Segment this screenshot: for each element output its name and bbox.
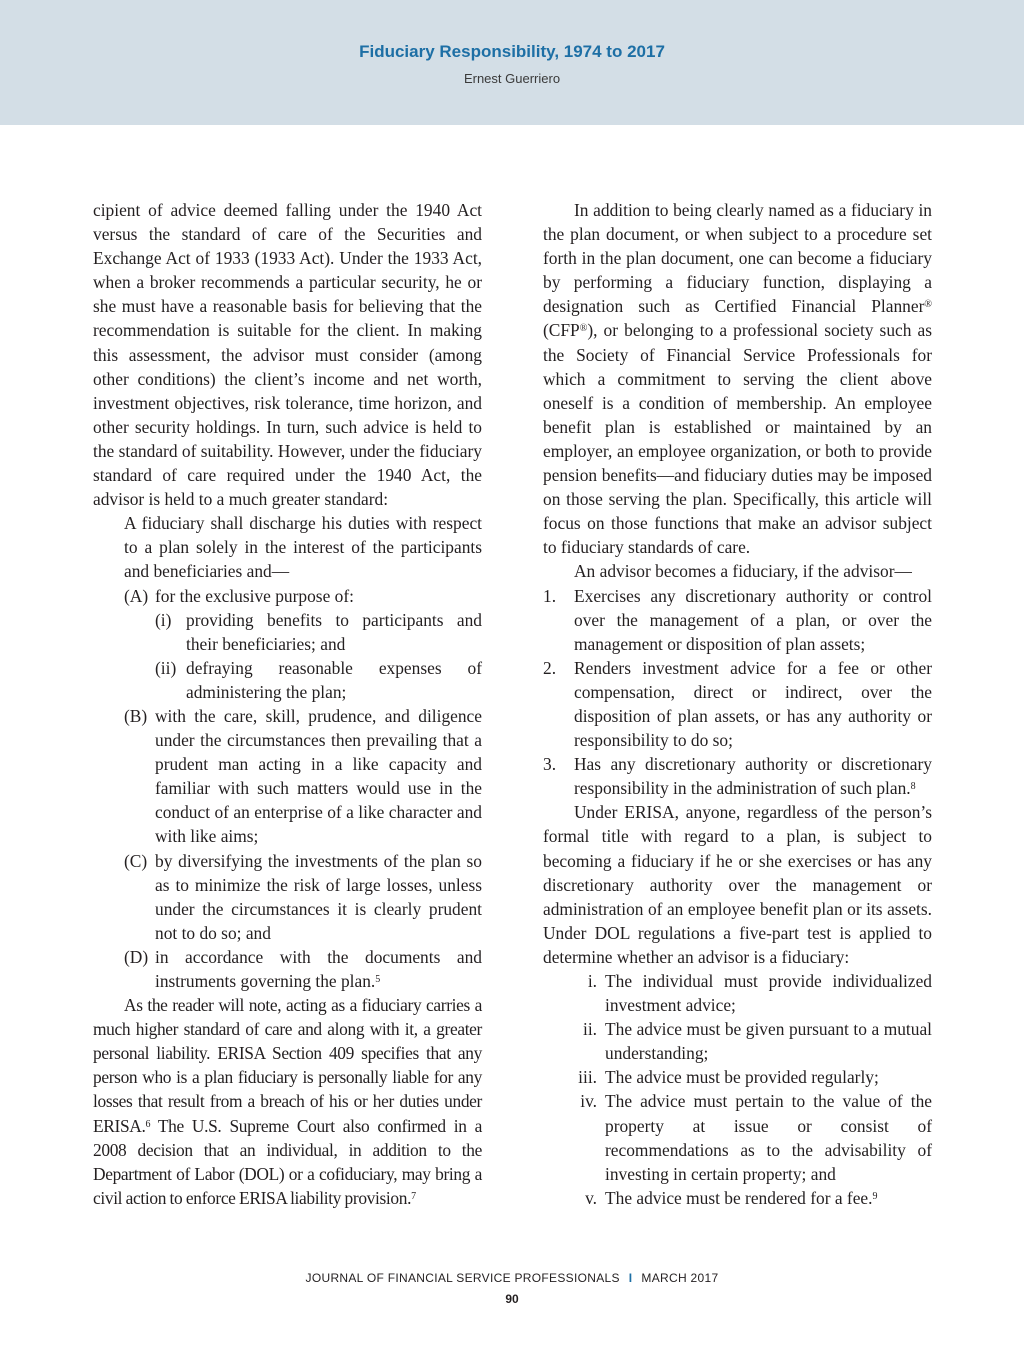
list-text-body: in accordance with the documents and instruments governing the plan.	[155, 946, 482, 991]
list-text: by diversifying the investments of the plan so as to minimize the risk of large losses, unless under the circumstances it is clearly prudent not to do so; and	[155, 850, 482, 943]
paragraph-text: (CFP	[543, 320, 580, 341]
registered-mark: ®	[579, 323, 588, 335]
statute-quote	[93, 511, 482, 583]
list-text	[605, 1186, 932, 1210]
list-item	[543, 1065, 932, 1089]
list-item	[93, 656, 482, 704]
list-item	[543, 656, 932, 752]
paragraph: cipient of advice deemed falling under the 1940 Act versus the standard of care of the Securities and Exchange Act of 1933 (1933 Act). Under the 1933 Act, when a broker recommends a particular security, he or she must have a reasonable basis for believing that the recommendation is suitable for the client. In making this assessment, the advisor must consider (among other conditions) the client’s income and net worth, investment objectives, risk tolerance, time horizon, and other security holdings. In turn, such advice is held to the standard of suitability. However, under the fiduciary standard of care required under the 1940 Act, the advisor is held to a much greater standard:	[93, 200, 482, 510]
list-text-body: Has any discretionary authority or discretionary responsibility in the administration of such plan.	[574, 754, 932, 799]
list-marker: i.	[587, 971, 597, 991]
paragraph: An advisor becomes a fiduciary, if the advisor—	[574, 561, 912, 582]
list-text: The advice must be provided regularly;	[605, 1067, 879, 1088]
list-item	[543, 969, 932, 1017]
footnote-ref: 6	[145, 1118, 151, 1130]
journal-name: JOURNAL OF FINANCIAL SERVICE PROFESSIONALS	[305, 1271, 620, 1285]
list-text: providing benefits to participants and their beneficiaries; and	[186, 609, 482, 654]
registered-mark: ®	[924, 299, 932, 311]
paragraph-text: The U.S. Supreme Court also confirmed in a 2008 decision that an individual, in addition to the Department of Labor (DOL) or a cofiduciary, may bring a civil action to enforce ERISA liability provision.	[93, 1115, 482, 1208]
paragraph: Under ERISA, anyone, regardless of the person’s formal title with regard to a plan, is subject to becoming a fiduciary if he or she exercises or has any discretionary authority over the management or administration of an employee benefit plan or its assets. Under DOL regulations a five-part test is applied to determine whether an advisor is a fiduciary:	[543, 802, 932, 967]
list-marker: 1.	[543, 585, 557, 606]
list-marker: iii.	[578, 1067, 597, 1088]
quote-intro: A fiduciary shall discharge his duties with respect to a plan solely in the interest of the participants and beneficiaries and—	[124, 513, 482, 582]
list-text: The advice must pertain to the value of the property at issue or consist of recommendations as to the advisability of investing in certain property; and	[605, 1091, 932, 1184]
page-footer	[0, 1271, 1024, 1285]
footnote-ref: 8	[910, 781, 916, 793]
page-number: 90	[505, 1292, 519, 1306]
left-column	[93, 198, 482, 1210]
list-marker: (ii)	[155, 657, 177, 678]
list-marker: (A)	[124, 585, 149, 606]
list-text-body: The advice must be rendered for a fee.	[605, 1187, 873, 1208]
paragraph-text: In addition to being clearly named as a fiduciary in the plan document, or when subject to a procedure set forth in the plan document, one can become a fiduciary by performing a fiduciary function, displaying a designation such as Certified Financial Planner	[543, 200, 932, 317]
paragraph-text: ), or belonging to a professional society such as the Society of Financial Service Professionals for which a commitment to serving the client above oneself is a condition of membership. An employee benefit plan is established or maintained by an employer, an employee organization, or both to provide pension benefits—and fiduciary duties may be imposed on those serving the plan. Specifically, this article will focus on those functions that make an advisor subject to fiduciary standards of care.	[543, 320, 932, 558]
running-title: Fiduciary Responsibility, 1974 to 2017	[359, 42, 665, 61]
list-marker: (C)	[124, 850, 148, 871]
list-item	[93, 945, 482, 993]
footer-separator: I	[628, 1271, 633, 1285]
list-marker: v.	[585, 1187, 597, 1208]
list-item	[93, 704, 482, 849]
list-marker: iv.	[580, 1091, 597, 1112]
list-text: The individual must provide individualized investment advice;	[605, 971, 932, 1016]
list-item	[543, 1186, 932, 1210]
footnote-ref: 9	[872, 1190, 878, 1202]
list-item	[93, 584, 482, 608]
list-item	[93, 608, 482, 656]
list-marker: 2.	[543, 657, 557, 678]
list-text	[574, 752, 932, 800]
list-item	[543, 752, 932, 800]
list-marker: ii.	[582, 1019, 597, 1040]
footnote-ref: 7	[411, 1190, 416, 1202]
running-author: Ernest Guerriero	[463, 71, 561, 86]
list-marker: (D)	[124, 946, 149, 967]
page-header	[0, 0, 1024, 125]
footnote-ref: 5	[375, 974, 381, 985]
list-item	[93, 849, 482, 945]
list-marker: (B)	[124, 705, 148, 726]
list-text: with the care, skill, prudence, and diligence under the circumstances then prevailing that a prudent man acting in a like capacity and familiar with such matters would use in the conduct of an enterprise of a like character and with like aims;	[155, 705, 482, 847]
list-item	[543, 1017, 932, 1065]
list-item	[543, 584, 932, 656]
list-text: Renders investment advice for a fee or other compensation, direct or indirect, over the disposition of plan assets, or has any authority or responsibility to do so;	[574, 657, 932, 751]
paragraph-text: As the reader will note, acting as a fiduciary carries a much higher standard of care and along with it, a greater personal liability. ERISA Section 409 specifies that any person who is a plan fiduciary is personally liable for any losses that result from a breach of his or her duties under ERISA.	[93, 995, 482, 1136]
paragraph	[93, 993, 482, 1210]
right-column	[543, 198, 932, 1210]
list-text: defraying reasonable expenses of administering the plan;	[186, 657, 482, 702]
list-marker: (i)	[155, 609, 172, 630]
list-item	[543, 1089, 932, 1185]
list-text: for the exclusive purpose of:	[155, 585, 354, 606]
list-text	[155, 945, 482, 993]
paragraph	[543, 198, 932, 559]
list-marker: 3.	[543, 754, 557, 775]
issue-date: MARCH 2017	[641, 1271, 719, 1285]
list-text: Exercises any discretionary authority or control over the management of a plan, or over the management or disposition of plan assets;	[574, 585, 932, 654]
list-text: The advice must be given pursuant to a mutual understanding;	[605, 1019, 932, 1064]
